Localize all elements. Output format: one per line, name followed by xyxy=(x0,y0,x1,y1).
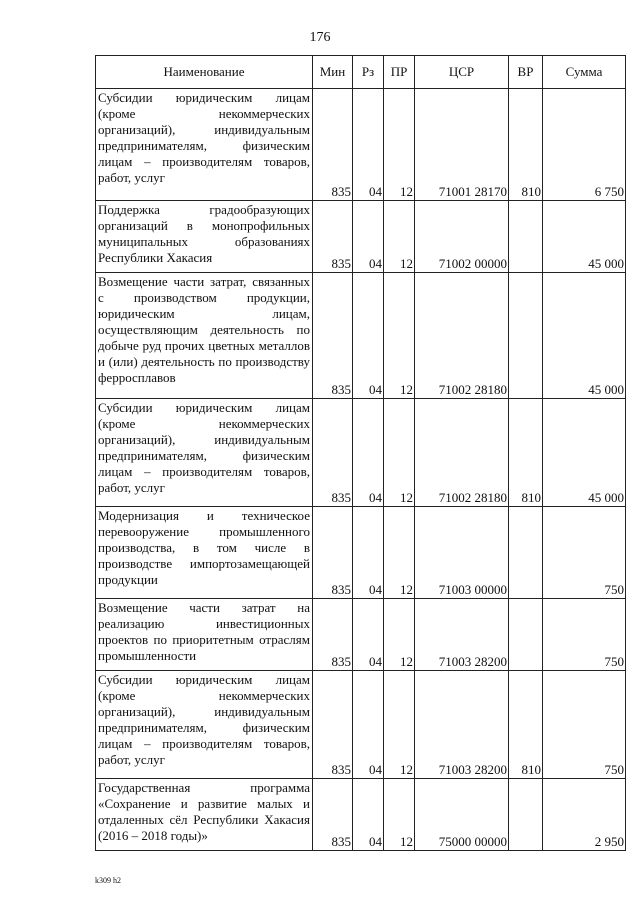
row-rz: 04 xyxy=(353,273,384,399)
row-sum: 6 750 xyxy=(543,89,626,201)
row-rz: 04 xyxy=(353,671,384,779)
row-name: Модернизация и техническое перевооружение промышленного производства, в том числе в производстве импортозамещающей продукции xyxy=(96,507,313,599)
row-vr xyxy=(509,507,543,599)
row-pr: 12 xyxy=(384,89,415,201)
table-row xyxy=(96,671,626,779)
row-rz: 04 xyxy=(353,507,384,599)
row-pr: 12 xyxy=(384,779,415,851)
row-min: 835 xyxy=(313,507,353,599)
table-row xyxy=(96,779,626,851)
row-sum: 750 xyxy=(543,671,626,779)
row-name: Возмещение части затрат, связанных с производством продукции, юридическим лицам, осуществляющим деятельность по добыче руд прочих цветных металлов и (или) деятельность по производству ферросплавов xyxy=(96,273,313,399)
row-name: Субсидии юридическим лицам (кроме некоммерческих организаций), индивидуальным предпринимателям, физическим лицам – производителям товаров, работ, услуг xyxy=(96,89,313,201)
row-pr: 12 xyxy=(384,671,415,779)
table-header-row xyxy=(96,56,626,89)
row-rz: 04 xyxy=(353,89,384,201)
row-name: Государственная программа «Сохранение и развитие малых и отдаленных сёл Республики Хакасия (2016 – 2018 годы)» xyxy=(96,779,313,851)
header-min: Мин xyxy=(313,56,353,89)
table-row xyxy=(96,599,626,671)
row-rz: 04 xyxy=(353,201,384,273)
row-min: 835 xyxy=(313,779,353,851)
row-csr: 71002 28180 xyxy=(415,273,509,399)
table-row xyxy=(96,399,626,507)
header-pr: ПР xyxy=(384,56,415,89)
row-min: 835 xyxy=(313,399,353,507)
footer-code: k309 h2 xyxy=(95,876,121,885)
row-csr: 71003 00000 xyxy=(415,507,509,599)
row-pr: 12 xyxy=(384,273,415,399)
header-rz: Рз xyxy=(353,56,384,89)
header-sum: Сумма xyxy=(543,56,626,89)
row-sum: 2 950 xyxy=(543,779,626,851)
row-vr: 810 xyxy=(509,671,543,779)
row-sum: 750 xyxy=(543,599,626,671)
row-name: Поддержка градообразующих организаций в монопрофильных муниципальных образованиях Республики Хакасия xyxy=(96,201,313,273)
page-number: 176 xyxy=(309,30,331,45)
table-row xyxy=(96,89,626,201)
header-csr: ЦСР xyxy=(415,56,509,89)
row-name: Субсидии юридическим лицам (кроме некоммерческих организаций), индивидуальным предпринимателям, физическим лицам – производителям товаров, работ, услуг xyxy=(96,671,313,779)
row-vr xyxy=(509,599,543,671)
row-rz: 04 xyxy=(353,779,384,851)
row-csr: 71003 28200 xyxy=(415,599,509,671)
header-vr: ВР xyxy=(509,56,543,89)
table-row xyxy=(96,507,626,599)
row-rz: 04 xyxy=(353,399,384,507)
row-pr: 12 xyxy=(384,507,415,599)
row-vr: 810 xyxy=(509,399,543,507)
row-pr: 12 xyxy=(384,599,415,671)
table-row xyxy=(96,201,626,273)
row-min: 835 xyxy=(313,599,353,671)
row-sum: 45 000 xyxy=(543,201,626,273)
row-csr: 71001 28170 xyxy=(415,89,509,201)
budget-table xyxy=(95,55,626,851)
row-rz: 04 xyxy=(353,599,384,671)
row-sum: 45 000 xyxy=(543,273,626,399)
row-csr: 71002 28180 xyxy=(415,399,509,507)
row-min: 835 xyxy=(313,671,353,779)
row-vr xyxy=(509,779,543,851)
row-min: 835 xyxy=(313,89,353,201)
row-min: 835 xyxy=(313,273,353,399)
row-csr: 71002 00000 xyxy=(415,201,509,273)
row-sum: 45 000 xyxy=(543,399,626,507)
header-name: Наименование xyxy=(96,56,313,89)
row-pr: 12 xyxy=(384,201,415,273)
row-csr: 75000 00000 xyxy=(415,779,509,851)
row-csr: 71003 28200 xyxy=(415,671,509,779)
row-name: Субсидии юридическим лицам (кроме некоммерческих организаций), индивидуальным предпринимателям, физическим лицам – производителям товаров, работ, услуг xyxy=(96,399,313,507)
row-vr xyxy=(509,273,543,399)
row-sum: 750 xyxy=(543,507,626,599)
row-name: Возмещение части затрат на реализацию инвестиционных проектов по приоритетным отраслям промышленности xyxy=(96,599,313,671)
row-vr: 810 xyxy=(509,89,543,201)
table-row xyxy=(96,273,626,399)
row-vr xyxy=(509,201,543,273)
row-pr: 12 xyxy=(384,399,415,507)
row-min: 835 xyxy=(313,201,353,273)
